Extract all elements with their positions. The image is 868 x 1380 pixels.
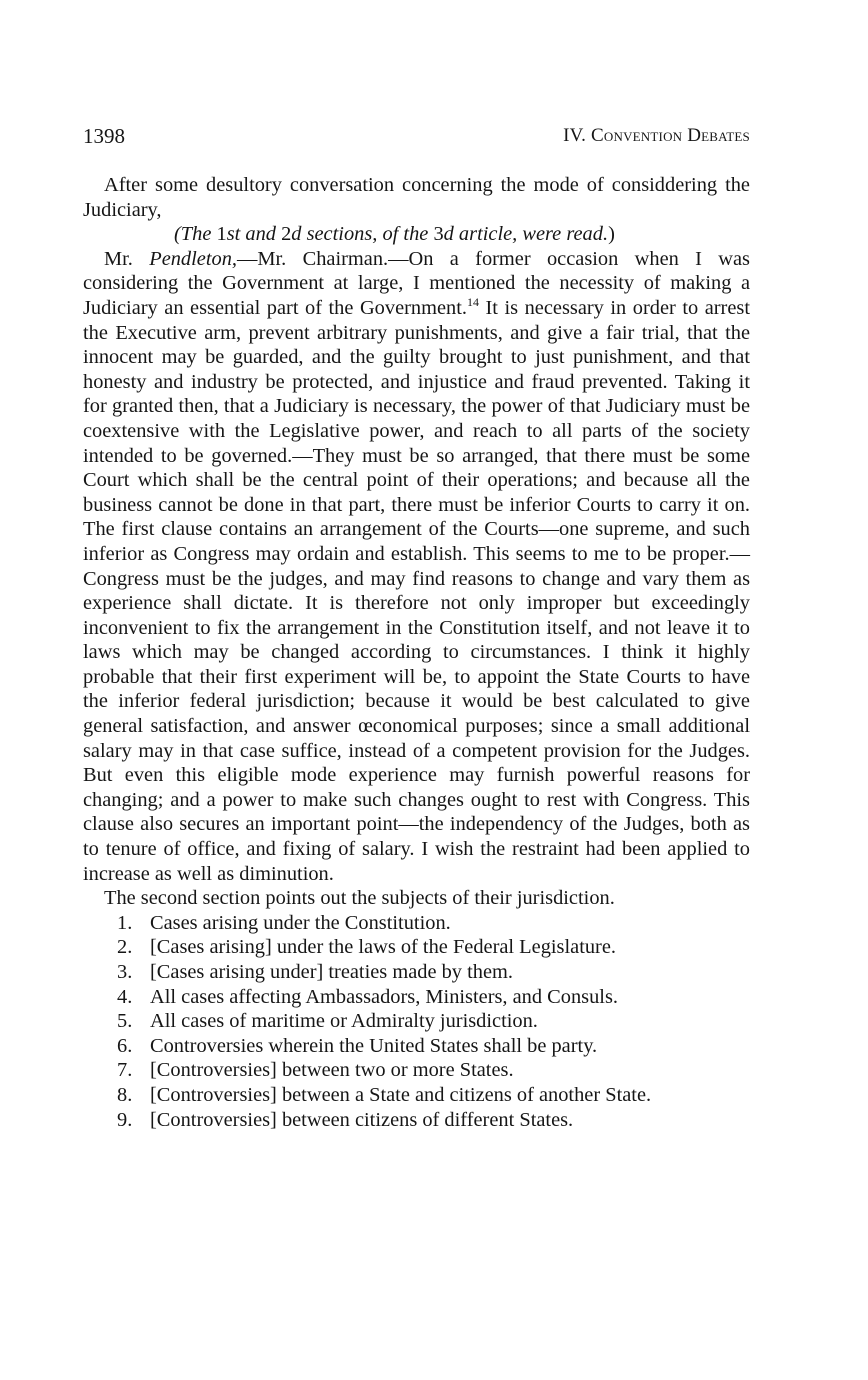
list-item-number: 5. [117, 1010, 133, 1033]
page-header [83, 124, 750, 154]
list-item-text: All cases of maritime or Admiralty jurisdiction. [150, 1010, 538, 1033]
list-item-number: 9. [117, 1108, 133, 1131]
stage-number-2: 2 [281, 223, 292, 246]
list-item-text: [Controversies] between citizens of different States. [150, 1108, 574, 1131]
footnote-reference: 14 [466, 295, 479, 310]
speech-paragraph [83, 247, 750, 886]
section-numeral: IV. [563, 125, 592, 146]
stage-text-1: st and [226, 223, 282, 246]
list-item [83, 1083, 750, 1108]
jurisdiction-list [83, 911, 750, 1132]
stage-direction [83, 222, 750, 247]
list-item-number: 4. [117, 985, 133, 1008]
list-item-text: [Controversies] between two or more States. [150, 1059, 514, 1082]
list-item-text: [Cases arising under] treaties made by them. [150, 961, 513, 983]
list-item [83, 1058, 750, 1083]
body-text [83, 173, 750, 1132]
stage-number-1: 1 [216, 223, 227, 246]
document-page [83, 0, 750, 1380]
stage-text-3: d article, were read. [443, 223, 609, 246]
list-item [83, 960, 750, 985]
section-title: Convention Debates [591, 125, 750, 146]
running-head [563, 125, 750, 147]
speech-text-part-2: It is necessary in order to arrest the Executive arm, prevent arbitrary punishments, and give a fair trial, that the innocent may be guarded, and the guilty brought to just punishment, and that honesty and industry be protected, and injustice and fraud prevented. Taking it for granted then, that a Judiciary is necessary, the power of that Judiciary must be coextensive with the Legislative power, and reach to all parts of the society intended to be governed.—They must be so arranged, that there must be some Court which shall be the central point of their operations; and because all the business cannot be done in that part, there must be inferior Courts to carry it on. The first clause contains an arrangement of the Courts—one supreme, and such inferior as Congress may ordain and establish. This seems to me to be proper.— Congress must be the judges, and may find reasons to change and vary them as experience shall dictate. It is therefore not only improper but exceedingly inconvenient to fix the arrangement in the Constitution itself, and not leave it to laws which may be changed according to circumstances. I think it highly probable that their first experiment will be, to appoint the State Courts to have the inferior federal jurisdiction; because it would be best calculated to give general satisfaction, and answer œconomical purposes; since a small additional salary may in that case suffice, instead of a competent provision for the Judges. But even this eligible mode experience may furnish powerful reasons for changing; and a power to make such changes ought to rest with Congress. This clause also secures an important point—the independency of the Judges, both as to tenure of office, and fixing of salary. I wish the restraint had been applied to increase as well as diminution. [83, 296, 750, 885]
stage-number-3: 3 [433, 223, 444, 246]
stage-text-2: d sections, of the [291, 223, 434, 246]
list-item-text: All cases affecting Ambassadors, Ministers, and Consuls. [150, 985, 618, 1008]
intro-paragraph: After some desultory conversation concerning the mode of considdering the Judiciary, [83, 174, 750, 221]
list-item [83, 985, 750, 1010]
page-number: 1398 [83, 124, 125, 148]
speaker-name: Pendleton, [149, 247, 237, 270]
list-item-number: 3. [117, 961, 133, 983]
list-item-number: 7. [117, 1059, 133, 1082]
stage-open: (The [174, 223, 217, 246]
list-item-text: [Cases arising] under the laws of the Federal Legislature. [150, 936, 616, 959]
list-item-text: [Controversies] between a State and citizens of another State. [150, 1083, 652, 1106]
list-item [83, 1034, 750, 1059]
list-item-text: Cases arising under the Constitution. [150, 911, 451, 934]
list-item-text: Controversies wherein the United States shall be party. [150, 1034, 598, 1057]
list-item [83, 1009, 750, 1034]
list-item-number: 2. [117, 936, 133, 959]
list-item-number: 1. [117, 911, 133, 934]
list-item [83, 911, 750, 936]
stage-close: ) [608, 223, 615, 246]
speech-text-part-1: —Mr. Chairman.—On a former occasion when I was considering the Government at large, I mentioned the necessity of making a Judiciary an essential part of the Government. [83, 247, 750, 319]
list-item-number: 6. [117, 1034, 133, 1057]
list-item [83, 1108, 750, 1133]
list-item [83, 935, 750, 960]
list-item-number: 8. [117, 1083, 133, 1106]
jurisdiction-intro: The second section points out the subjects of their jurisdiction. [104, 887, 615, 910]
speaker-prefix: Mr. [104, 247, 150, 270]
